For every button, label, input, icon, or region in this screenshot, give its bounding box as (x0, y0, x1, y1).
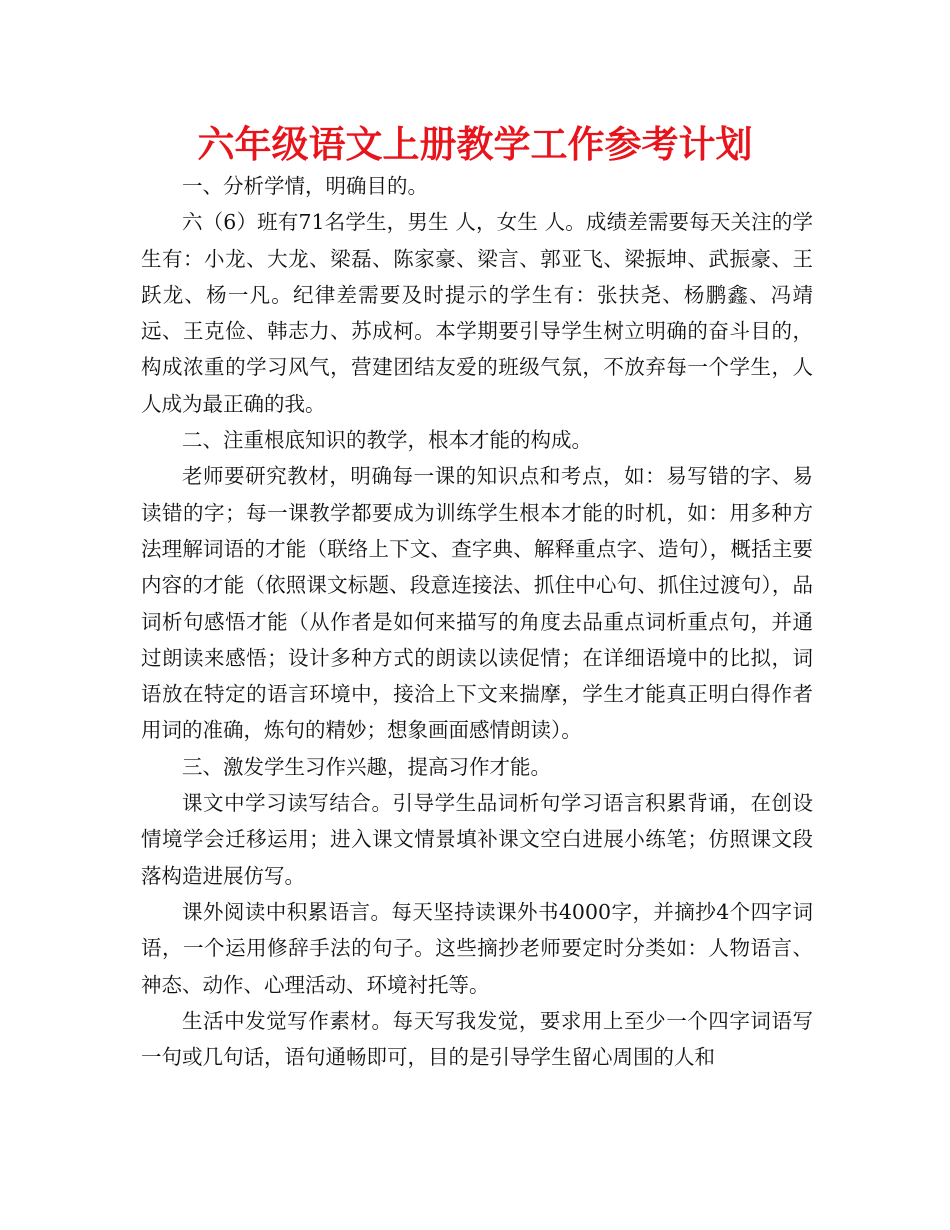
paragraph: 六（6）班有71名学生，男生 人，女生 人。成绩差需要每天关注的学生有：小龙、大龙、梁磊、陈家豪、梁言、郭亚飞、梁振坤、武振豪、王跃龙、杨一凡。纪律差需要及时提示的学生有：张扶尧、杨鹏鑫、冯靖远、王克俭、韩志力、苏成柯。本学期要引导学生树立明确的奋斗目的，构成浓重的学习风气，营建团结友爱的班级气氛，不放弃每一个学生，人人成为最正确的我。 (141, 210, 813, 416)
section-heading-3: 三、激发学生习作兴趣，提高习作才能。 (182, 754, 551, 779)
document-title: 六年级语文上册教学工作参考计划 (197, 123, 753, 166)
paragraph: 老师要研究教材，明确每一课的知识点和考点，如：易写错的字、易读错的字；每一课教学都要成为训练学生根本才能的时机，如：用多种方法理解词语的才能（联络上下文、查字典、解释重点字、造句），概括主要内容的才能（依照课文标题、段意连接法、抓住中心句、抓住过渡句），品词析句感悟才能（从作者是如何来描写的角度去品重点词析重点句，并通过朗读来感悟；设计多种方式的朗读以读促情；在详细语境中的比拟，词语放在特定的语言环境中，接洽上下文来揣摩，学生才能真正明白得作者用词的准确，炼句的精妙；想象画面感情朗读）。 (141, 464, 813, 743)
document-body (141, 168, 813, 1075)
paragraph: 课外阅读中积累语言。每天坚持读课外书4000字，并摘抄4个四字词语，一个运用修辞手法的句子。这些摘抄老师要定时分类如：人物语言、神态、动作、心理活动、环境衬托等。 (141, 899, 813, 997)
paragraph: 生活中发觉写作素材。每天写我发觉，要求用上至少一个四字词语写一句或几句话，语句通畅即可，目的是引导学生留心周围的人和 (141, 1008, 813, 1070)
section-heading-2: 二、注重根底知识的教学，根本才能的构成。 (182, 428, 592, 453)
section-heading-1: 一、分析学情，明确目的。 (182, 174, 428, 198)
paragraph: 课文中学习读写结合。引导学生品词析句学习语言积累背诵，在创设情境学会迁移运用；进入课文情景填补课文空白进展小练笔；仿照课文段落构造进展仿写。 (141, 791, 813, 888)
